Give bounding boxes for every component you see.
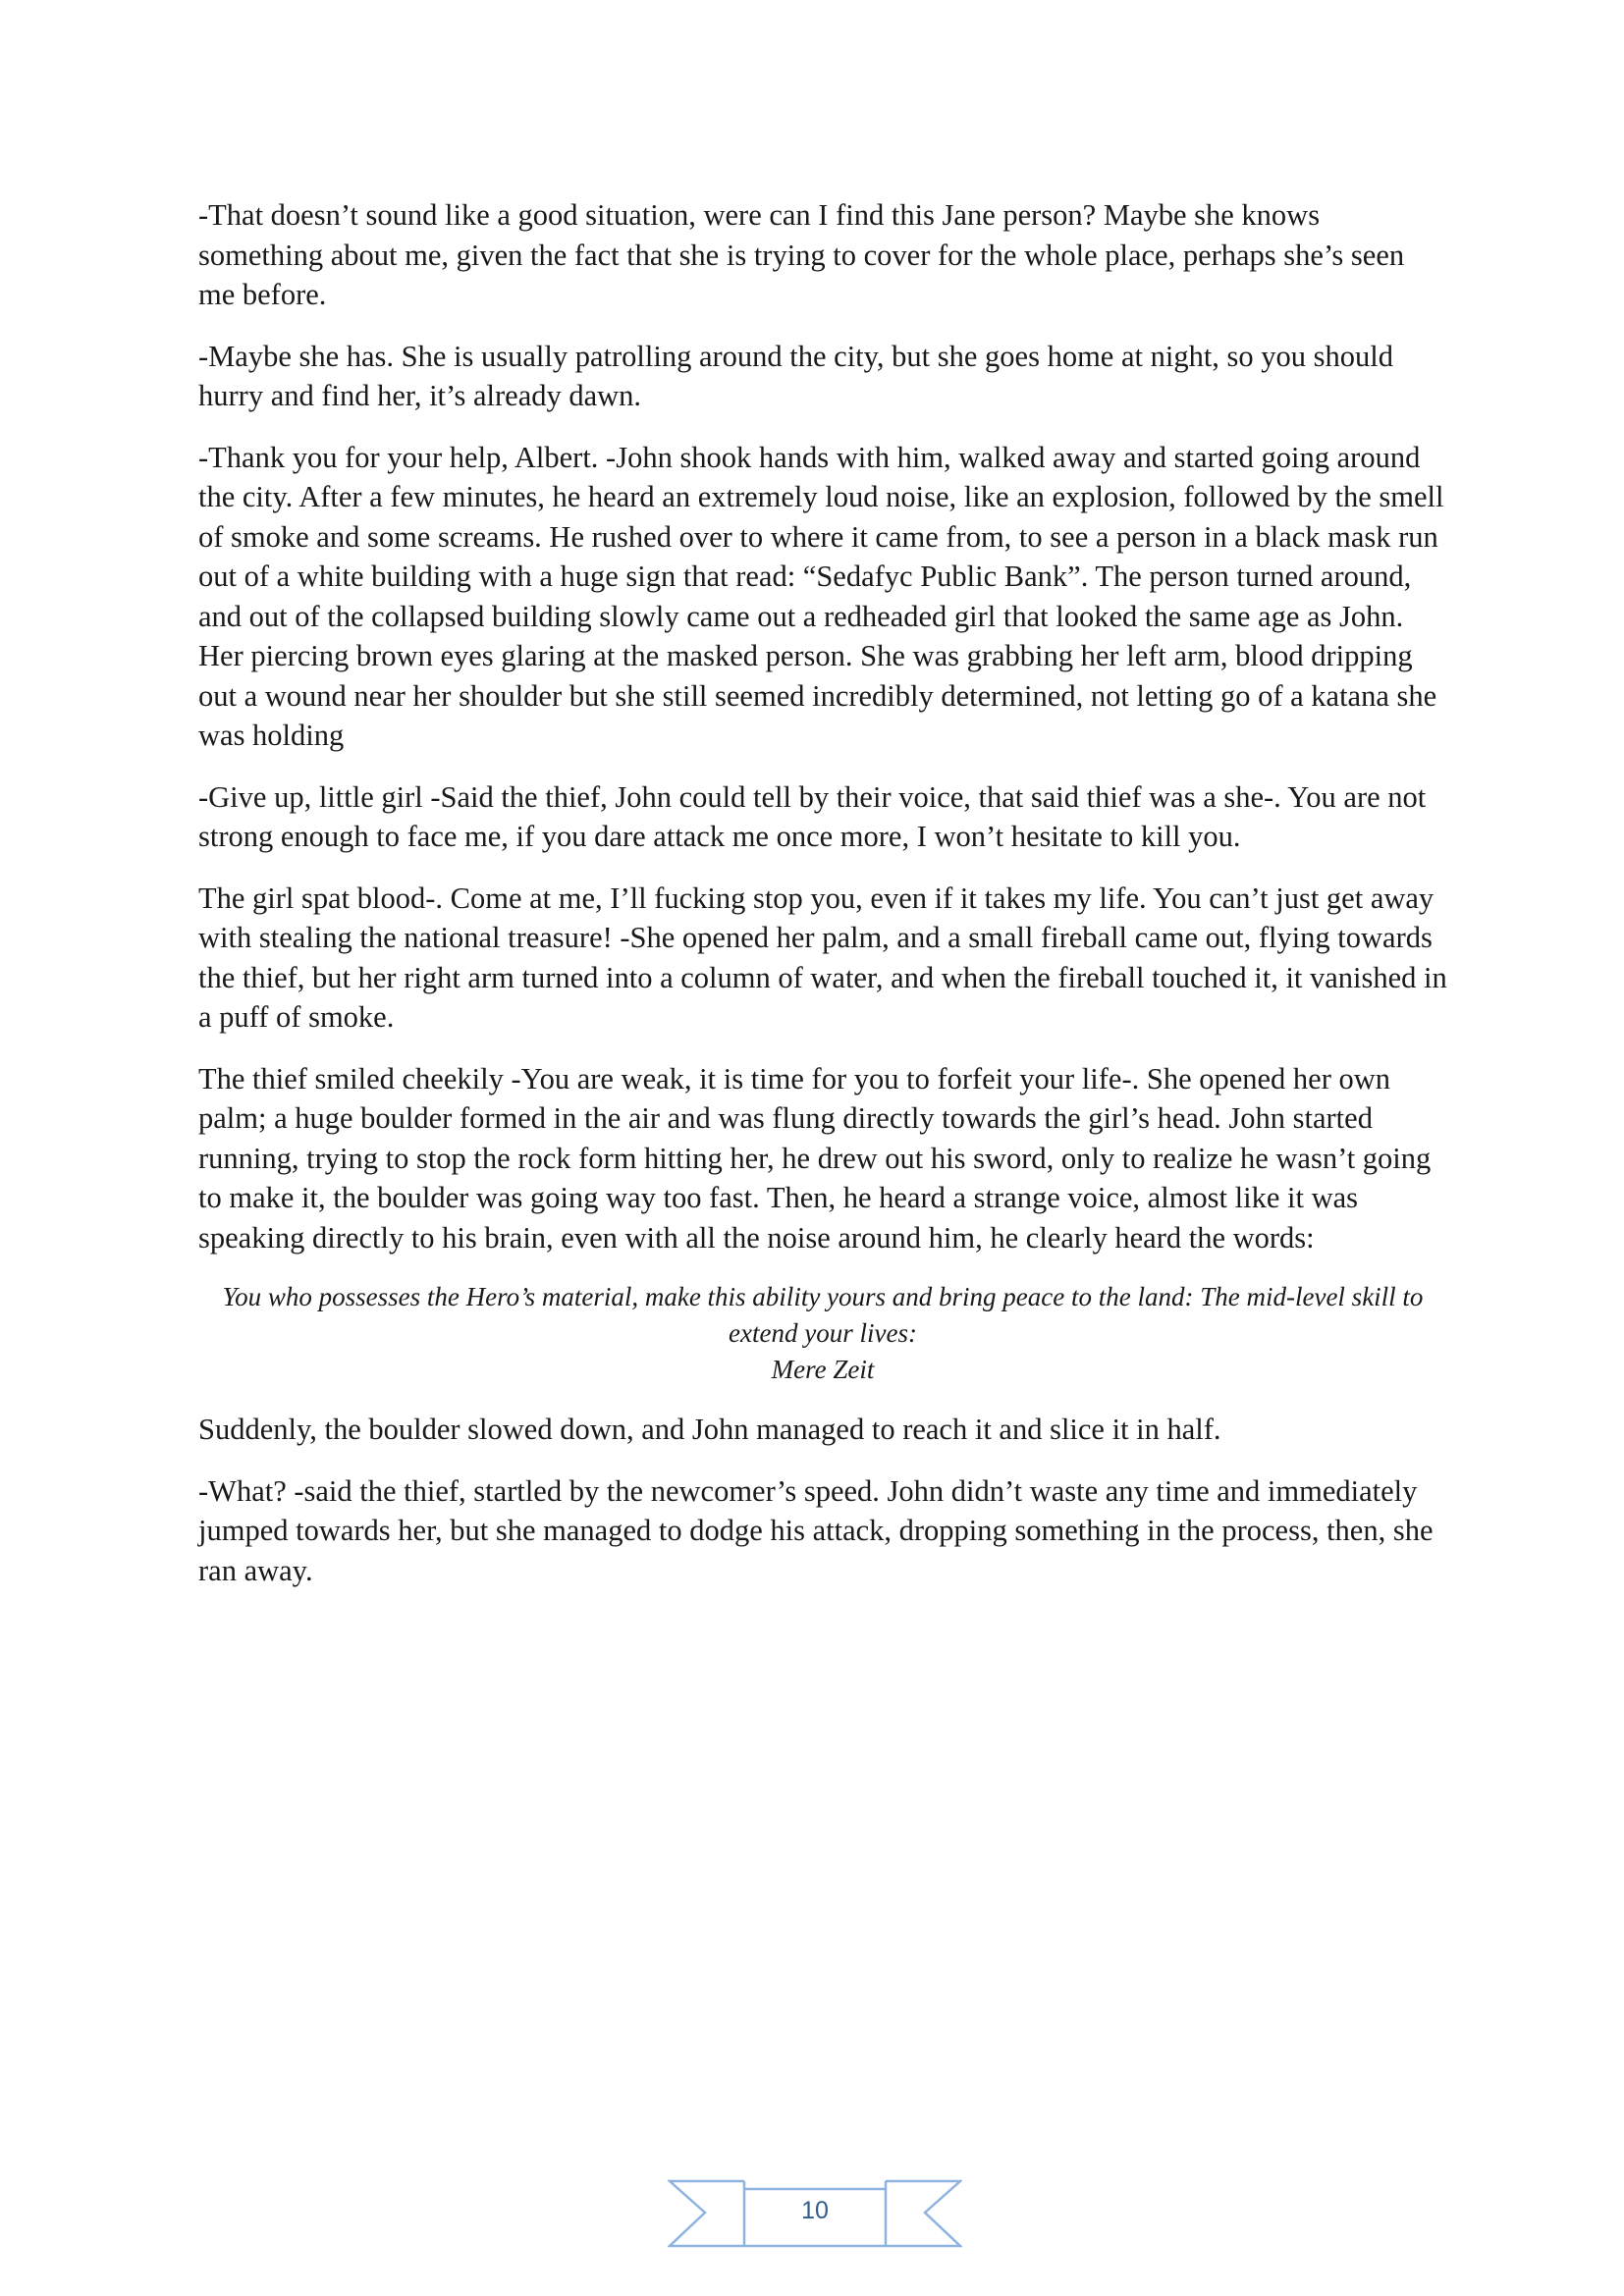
paragraph: -Thank you for your help, Albert. -John shook hands with him, walked away and started going around the city. After a few minutes, he heard an extremely loud noise, like an explosion, followed by the smell of smoke and some screams. He rushed over to where it came from, to see a person in a black mask run out of a white building with a huge sign that read: “Sedafyc Public Bank”. The person turned around, and out of the collapsed building slowly came out a redheaded girl that looked the same age as John. Her piercing brown eyes glaring at the masked person. She was grabbing her left arm, blood dripping out a wound near her shoulder but she still seemed incredibly determined, not letting go of a katana she was holding [198,440,1444,752]
paragraph: The girl spat blood-. Come at me, I’ll fucking stop you, even if it takes my life. You can’t just get away with stealing the national treasure! -She opened her palm, and a small fireball came out, flying towards the thief, but her right arm turned into a column of water, and when the fireball touched it, it vanished in a puff of smoke. [198,881,1447,1034]
page-body [198,195,1447,1612]
incantation-line: You who possesses the Hero’s material, make this ability yours and bring peace to the land: The mid-level skill to extend your lives: [222,1282,1424,1348]
paragraph: -What? -said the thief, startled by the newcomer’s speed. John didn’t waste any time and immediately jumped towards her, but she managed to dodge his attack, dropping something in the process, then, she ran away. [198,1473,1434,1587]
paragraph: The thief smiled cheekily -You are weak, it is time for you to forfeit your life-. She opened her own palm; a huge boulder formed in the air and was flung directly towards the girl’s head. John started running, trying to stop the rock form hitting her, he drew out his sword, only to realize he wasn’t going to make it, the boulder was going way too fast. Then, he heard a strange voice, almost like it was speaking directly to his brain, even with all the noise around him, he clearly heard the words: [198,1061,1432,1255]
paragraph: -Give up, little girl -Said the thief, John could tell by their voice, that said thief was a she-. You are not strong enough to face me, if you dare attack me once more, I won’t hesitate to kill you. [198,779,1427,853]
incantation-skill-name: Mere Zeit [771,1355,875,1384]
page-number: 10 [801,2197,829,2224]
page-number-ribbon [668,2167,962,2254]
paragraph: -Maybe she has. She is usually patrolling around the city, but she goes home at night, so you should hurry and find her, it’s already dawn. [198,339,1394,412]
italic-incantation [198,1279,1447,1388]
paragraph: -That doesn’t sound like a good situation, were can I find this Jane person? Maybe she knows something about me, given the fact that she is trying to cover for the whole place, perhaps she’s seen me before. [198,198,1405,311]
paragraph: Suddenly, the boulder slowed down, and John managed to reach it and slice it in half. [198,1413,1221,1446]
